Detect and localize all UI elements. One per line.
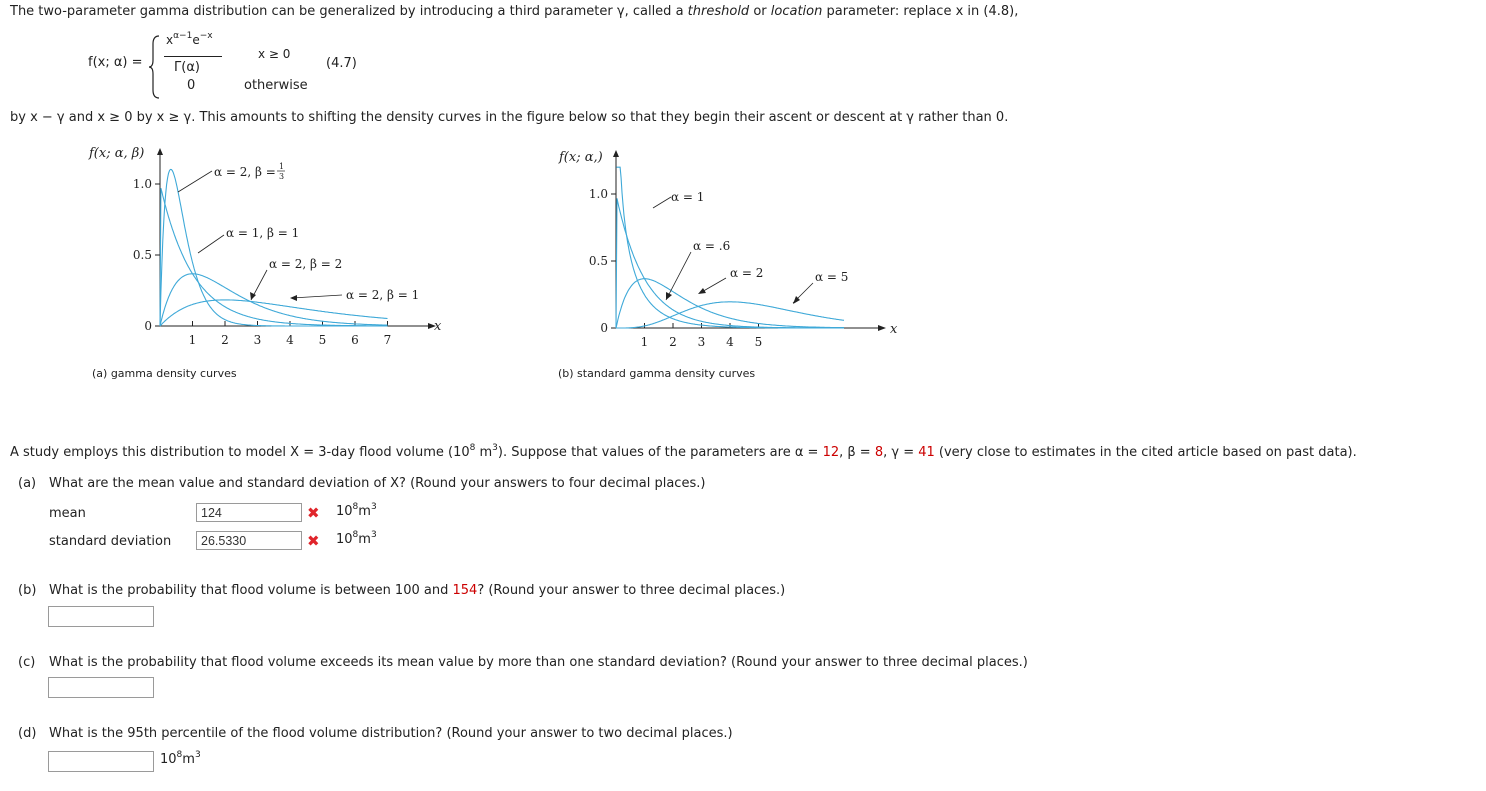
part-b-question: What is the probability that flood volume is between 100 and 154? (Round your answer to three decimal places.) [49, 583, 786, 598]
part-c-question: What is the probability that flood volume exceeds its mean value by more than one standard deviation? (Round your answer to three decimal places.) [49, 655, 1028, 670]
figure-a-label-3: α = 2, β = 2 [269, 257, 343, 271]
fa-ytick-label: 0.5 [132, 248, 152, 262]
formula-lhs: f(x; α) = [88, 55, 143, 70]
figure-b-leader-2-arrow [666, 292, 672, 300]
fb-curve-1 [616, 198, 844, 328]
figure-a-ylabel: f(x; α, β) [89, 146, 145, 161]
fraction-bar [164, 56, 222, 57]
figure-b-x-arrow [878, 325, 886, 331]
fb-ytick-label: 0 [600, 321, 608, 335]
figure-b-label-4: α = 5 [815, 270, 849, 284]
figure-b-label-2: α = .6 [693, 239, 731, 253]
fb-xtick-label: 5 [754, 335, 763, 349]
sd-input[interactable] [196, 531, 302, 550]
fa-xtick-label: 4 [286, 333, 294, 347]
part-b-label: (b) [18, 583, 37, 598]
part-a-label: (a) [18, 476, 37, 491]
part-c-answer-input[interactable] [48, 677, 154, 698]
fa-xtick-label: 2 [221, 333, 229, 347]
figure-a-label-1-frac-den: 3 [279, 172, 285, 181]
figure-a-label-2: α = 1, β = 1 [226, 226, 300, 240]
figure-b-xaxis-label: x [890, 322, 898, 337]
part-d-label: (d) [18, 726, 37, 741]
figure-a-leader-2 [198, 235, 224, 253]
fa-curve-1 [160, 169, 388, 326]
fa-xtick-label: 3 [253, 333, 262, 347]
figure-a-leader-4-arrow [290, 295, 297, 301]
part-d-answer-input[interactable] [48, 751, 154, 772]
figure-b [550, 140, 920, 360]
part-d-question: What is the 95th percentile of the flood volume distribution? (Round your answer to two decimal places.) [49, 726, 733, 741]
fb-ytick-label: 0.5 [588, 254, 608, 268]
part-b-answer-input[interactable] [48, 606, 154, 627]
mean-incorrect-icon: ✖ [307, 504, 320, 522]
piecewise-brace [148, 34, 162, 100]
mean-label: mean [49, 506, 86, 521]
figure-b-y-arrow [613, 150, 619, 157]
part-d-unit: $10^8m^3$ [160, 749, 201, 767]
figure-b-label-3: α = 2 [730, 266, 764, 280]
figure-a-label-4: α = 2, β = 1 [346, 288, 420, 302]
formula-numerator: $x^{\alpha-1}e^{-x}$ [166, 31, 213, 47]
figure-a-leader-3-arrow [250, 292, 256, 300]
fa-xtick-label: 5 [318, 333, 327, 347]
fb-xtick-label: 3 [697, 335, 706, 349]
figure-b-caption: (b) standard gamma density curves [558, 367, 756, 380]
study-text: A study employs this distribution to model X = 3-day flood volume ($10^8$ $m^3$). Suppose that values of the parameters are α = 12, β = 8, γ = 41 (very close to estimates in the cited article based on past data). [10, 442, 1357, 460]
figure-b-leader-3-arrow [698, 288, 706, 294]
fa-xtick-label: 1 [188, 333, 197, 347]
sd-unit: $10^8m^3$ [336, 529, 377, 547]
formula-condition-1: x ≥ 0 [258, 47, 291, 61]
fb-xtick-label: 1 [640, 335, 649, 349]
fb-xtick-label: 4 [726, 335, 734, 349]
formula-label: (4.7) [326, 56, 357, 71]
sd-label: standard deviation [49, 534, 172, 549]
part-a-question: What are the mean value and standard deviation of X? (Round your answers to four decimal places.) [49, 476, 706, 491]
mean-input[interactable] [196, 503, 302, 522]
mean-unit: $10^8m^3$ [336, 501, 377, 519]
figure-b-leader-2 [666, 252, 691, 300]
figure-b-ylabel: f(x; α,) [559, 150, 603, 165]
formula-zero: 0 [187, 78, 196, 93]
fb-xtick-label: 2 [669, 335, 677, 349]
fa-xtick-label: 7 [383, 333, 392, 347]
figure-a-leader-1 [178, 171, 212, 192]
figure-a-y-arrow [157, 148, 163, 155]
figure-b-label-1: α = 1 [671, 190, 705, 204]
fb-ytick-label: 1.0 [588, 187, 608, 201]
sd-incorrect-icon: ✖ [307, 532, 320, 550]
figure-a-label-1-frac-num: 1 [279, 162, 285, 171]
figure-a-xaxis-label: x [434, 319, 442, 334]
fa-xtick-label: 6 [351, 333, 359, 347]
part-c-label: (c) [18, 655, 36, 670]
figure-a [80, 140, 460, 360]
formula-denominator: Γ(α) [174, 60, 200, 75]
fa-ytick-label: 0 [144, 319, 152, 333]
fa-ytick-label: 1.0 [132, 177, 152, 191]
figure-a-label-1: α = 2, β = [214, 165, 276, 179]
intro-text: The two-parameter gamma distribution can be generalized by introducing a third parameter γ, called a threshold or location parameter: replace x in (4.8), [10, 4, 1019, 19]
figure-b-leader-1 [653, 197, 671, 208]
shift-text: by x − γ and x ≥ 0 by x ≥ γ. This amounts to shifting the density curves in the figure below so that they begin their ascent or descent at γ rather than 0. [10, 110, 1009, 125]
figure-a-leader-4 [292, 295, 342, 298]
figure-a-caption: (a) gamma density curves [92, 367, 237, 380]
formula-condition-2: otherwise [244, 78, 308, 93]
